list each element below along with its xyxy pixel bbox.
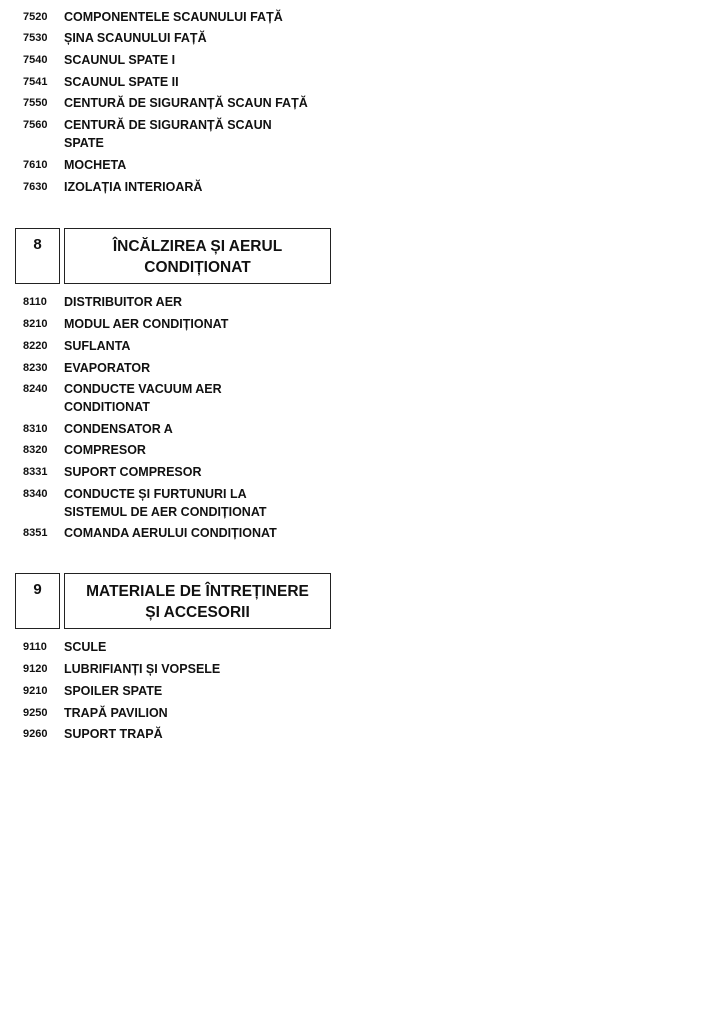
item-code: 8331 xyxy=(23,466,48,478)
section-title: ÎNCĂLZIREA ȘI AERUL CONDIȚIONAT xyxy=(112,238,283,276)
item-title: COMANDA AERULUI CONDIȚIONAT xyxy=(64,526,277,540)
item-title: MOCHETA xyxy=(64,158,127,172)
item-title: CONDUCTE ȘI FURTUNURI LA SISTEMUL DE AER CONDIȚIONAT xyxy=(64,487,267,519)
item-title: EVAPORATOR xyxy=(64,361,151,375)
item-title: SCULE xyxy=(64,640,107,654)
section-title-box xyxy=(64,228,331,284)
item-title: MODUL AER CONDIȚIONAT xyxy=(64,317,229,331)
item-code: 8340 xyxy=(23,488,48,500)
item-code: 8220 xyxy=(23,340,48,352)
item-title: COMPONENTELE SCAUNULUI FAȚĂ xyxy=(64,10,283,24)
section-number: 8 xyxy=(33,236,42,253)
item-code: 8310 xyxy=(23,423,48,435)
section-number-box xyxy=(15,228,60,284)
item-title: SUFLANTA xyxy=(64,339,131,353)
item-title: ȘINA SCAUNULUI FAȚĂ xyxy=(64,31,207,45)
item-code: 7550 xyxy=(23,97,48,109)
item-code: 7630 xyxy=(23,181,48,193)
item-title: CENTURĂ DE SIGURANȚĂ SCAUN SPATE xyxy=(64,118,272,150)
section-number-box xyxy=(15,573,60,629)
item-code: 8320 xyxy=(23,444,48,456)
item-title: SCAUNUL SPATE I xyxy=(64,53,176,67)
item-code: 7540 xyxy=(23,54,48,66)
section-title: MATERIALE DE ÎNTREȚINERE ȘI ACCESORII xyxy=(86,583,309,621)
section-number: 9 xyxy=(33,581,42,598)
item-title: CENTURĂ DE SIGURANȚĂ SCAUN FAȚĂ xyxy=(64,96,308,110)
item-code: 7610 xyxy=(23,159,48,171)
item-title: DISTRIBUITOR AER xyxy=(64,295,183,309)
item-code: 9110 xyxy=(23,641,47,653)
item-title: CONDUCTE VACUUM AER CONDITIONAT xyxy=(64,382,222,414)
item-title: SPOILER SPATE xyxy=(64,684,163,698)
item-code: 8240 xyxy=(23,383,48,395)
item-code: 8351 xyxy=(23,527,48,539)
item-code: 9250 xyxy=(23,707,48,719)
item-title: SUPORT COMPRESOR xyxy=(64,465,202,479)
item-title: CONDENSATOR A xyxy=(64,422,173,436)
item-title: SUPORT TRAPĂ xyxy=(64,727,163,741)
item-code: 7560 xyxy=(23,119,48,131)
item-title: SCAUNUL SPATE II xyxy=(64,75,179,89)
item-code: 9210 xyxy=(23,685,48,697)
item-title: COMPRESOR xyxy=(64,443,146,457)
item-code: 7520 xyxy=(23,11,48,23)
item-code: 7530 xyxy=(23,32,48,44)
item-title: TRAPĂ PAVILION xyxy=(64,706,168,720)
item-title: IZOLAȚIA INTERIOARĂ xyxy=(64,180,203,194)
item-code: 9260 xyxy=(23,728,48,740)
item-code: 8110 xyxy=(23,296,47,308)
item-code: 8230 xyxy=(23,362,48,374)
item-code: 9120 xyxy=(23,663,48,675)
item-code: 8210 xyxy=(23,318,48,330)
item-title: LUBRIFIANȚI ȘI VOPSELE xyxy=(64,662,221,676)
section-title-box xyxy=(64,573,331,629)
item-code: 7541 xyxy=(23,76,48,88)
